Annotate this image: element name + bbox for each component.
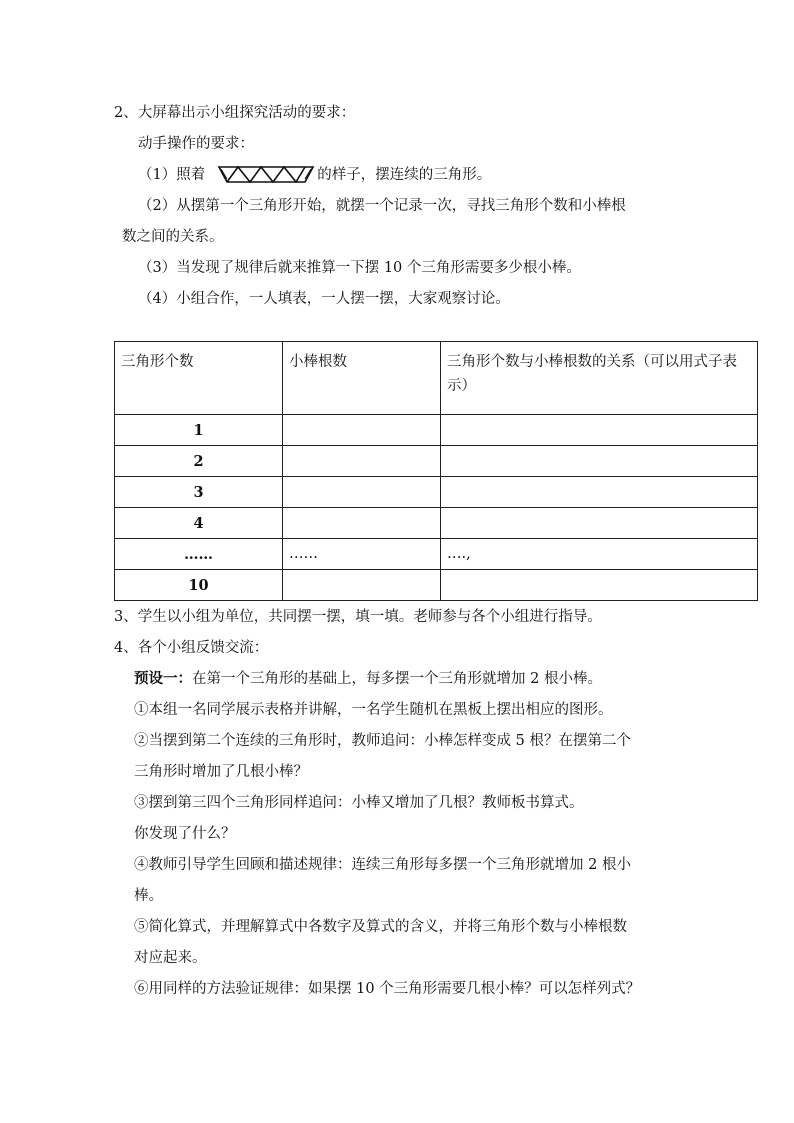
preset-one <box>134 669 602 689</box>
table-cell: …… <box>115 539 283 570</box>
table-cell: 10 <box>115 570 283 601</box>
table-cell[interactable] <box>441 508 758 539</box>
point-5-line2: 对应起来。 <box>134 950 207 966</box>
point-3-line2: 你发现了什么？ <box>134 826 236 842</box>
table-header-relationship: 三角形个数与小棒根数的关系（可以用式子表示） <box>441 342 758 415</box>
step2-item1-suffix: 的样子，摆连续的三角形。 <box>317 167 492 183</box>
table-cell[interactable] <box>283 477 441 508</box>
point-4-line2: 棒。 <box>134 888 163 904</box>
point-1: ①本组一名同学展示表格并讲解，一名学生随机在黑板上摆出相应的图形。 <box>134 702 613 718</box>
step2-item1 <box>138 165 491 189</box>
step2-item2-line2: 数之间的关系。 <box>122 229 224 245</box>
step2-item4: （4）小组合作，一人填表，一人摆一摆，大家观察讨论。 <box>138 291 510 307</box>
table-cell: …… <box>283 539 441 570</box>
preset-label: 预设一： <box>134 670 192 687</box>
table-cell: 1 <box>115 415 283 446</box>
triangle-chain-icon <box>217 165 315 189</box>
table-header-triangle-count: 三角形个数 <box>115 342 283 415</box>
step2-item3: （3）当发现了规律后就来推算一下摆 10 个三角形需要多少根小棒。 <box>138 260 581 276</box>
table-cell[interactable] <box>283 570 441 601</box>
table-row <box>115 539 758 570</box>
table-row <box>115 570 758 601</box>
step2-heading: 2、大屏幕出示小组探究活动的要求： <box>114 105 356 121</box>
step2-item1-prefix: （1）照着 <box>138 167 206 183</box>
table-cell: 2 <box>115 446 283 477</box>
point-4-line1: ④教师引导学生回顾和描述规律：连续三角形每多摆一个三角形就增加 2 根小 <box>134 857 631 873</box>
table-cell[interactable] <box>283 508 441 539</box>
step4-heading: 4、各个小组反馈交流： <box>114 640 269 656</box>
table-cell[interactable] <box>441 570 758 601</box>
step2-item2-line1: （2）从摆第一个三角形开始，就摆一个记录一次，寻找三角形个数和小棒根 <box>138 198 626 214</box>
table-row <box>115 446 758 477</box>
table-cell[interactable] <box>441 415 758 446</box>
table-header-stick-count: 小棒根数 <box>283 342 441 415</box>
point-3-line1: ③摆到第三四个三角形同样追问：小棒又增加了几根？教师板书算式。 <box>134 795 584 811</box>
table-row <box>115 477 758 508</box>
table-cell[interactable] <box>441 446 758 477</box>
step2-subheading: 动手操作的要求： <box>138 136 254 152</box>
table-cell[interactable] <box>283 446 441 477</box>
triangle-stick-table <box>114 341 758 601</box>
table-cell: …., <box>441 539 758 570</box>
step3-text: 3、学生以小组为单位，共同摆一摆，填一填。老师参与各个小组进行指导。 <box>114 609 602 625</box>
point-5-line1: ⑤简化算式，并理解算式中各数字及算式的含义，并将三角形个数与小棒根数 <box>134 919 627 935</box>
table-cell: 4 <box>115 508 283 539</box>
preset-text: 在第一个三角形的基础上，每多摆一个三角形就增加 2 根小棒。 <box>192 671 602 687</box>
table-header-row <box>115 342 758 415</box>
table-row <box>115 508 758 539</box>
point-2-line1: ②当摆到第二个连续的三角形时，教师追问：小棒怎样变成 5 根？在摆第二个 <box>134 733 631 749</box>
table-cell[interactable] <box>283 415 441 446</box>
point-2-line2: 三角形时增加了几根小棒？ <box>134 764 308 780</box>
table-row <box>115 415 758 446</box>
point-6: ⑥用同样的方法验证规律：如果摆 10 个三角形需要几根小棒？可以怎样列式？ <box>134 981 641 997</box>
table-cell: 3 <box>115 477 283 508</box>
table-cell[interactable] <box>441 477 758 508</box>
